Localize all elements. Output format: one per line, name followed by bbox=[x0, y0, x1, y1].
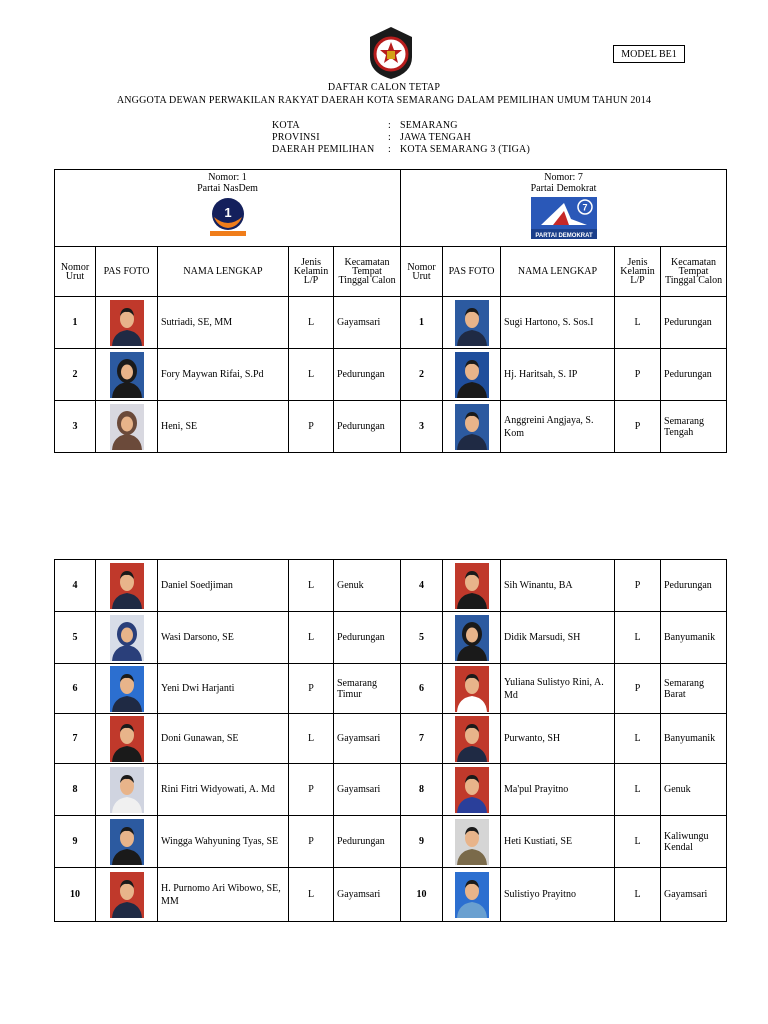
candidate-photo bbox=[96, 764, 158, 816]
kecamatan: Pedurungan bbox=[334, 612, 401, 664]
kecamatan: Semarang Barat bbox=[661, 664, 727, 714]
nomor-urut: 5 bbox=[55, 612, 96, 664]
svg-text:PARTAI DEMOKRAT: PARTAI DEMOKRAT bbox=[534, 233, 593, 239]
nomor-urut: 7 bbox=[55, 714, 96, 764]
table-row bbox=[55, 612, 727, 664]
candidate-name: Doni Gunawan, SE bbox=[158, 714, 289, 764]
candidate-photo-image bbox=[110, 300, 144, 346]
kecamatan: Pedurungan bbox=[334, 349, 401, 401]
candidate-name: Wingga Wahyuning Tyas, SE bbox=[158, 816, 289, 868]
document-subtitle: ANGGOTA DEWAN PERWAKILAN RAKYAT DAERAH KOTA SEMARANG DALAM PEMILIHAN UMUM TAHUN 2014 bbox=[116, 95, 652, 106]
jenis-kelamin: L bbox=[289, 612, 334, 664]
candidate-name: Sih Winantu, BA bbox=[501, 560, 615, 612]
jenis-kelamin: L bbox=[615, 868, 661, 922]
candidate-photo-image bbox=[455, 563, 489, 609]
jenis-kelamin: P bbox=[289, 764, 334, 816]
kecamatan: Gayamsari bbox=[334, 714, 401, 764]
kecamatan: Gayamsari bbox=[661, 868, 727, 922]
jenis-kelamin: L bbox=[615, 297, 661, 349]
candidate-name: H. Purnomo Ari Wibowo, SE, MM bbox=[158, 868, 289, 922]
party-nasdem-header: Nomor: 1 Partai NasDem 1 bbox=[55, 170, 401, 247]
candidate-photo-image bbox=[455, 615, 489, 661]
jenis-kelamin: L bbox=[289, 868, 334, 922]
candidate-name: Hj. Haritsah, S. IP bbox=[501, 349, 615, 401]
nomor-urut: 9 bbox=[55, 816, 96, 868]
candidate-photo-image bbox=[110, 716, 144, 762]
jenis-kelamin: L bbox=[289, 349, 334, 401]
candidate-photo bbox=[96, 664, 158, 714]
jenis-kelamin: L bbox=[615, 764, 661, 816]
candidate-name: Sulistiyo Prayitno bbox=[501, 868, 615, 922]
nomor-urut: 1 bbox=[401, 297, 443, 349]
svg-text:7: 7 bbox=[582, 202, 588, 213]
nomor-urut: 1 bbox=[55, 297, 96, 349]
jenis-kelamin: L bbox=[615, 714, 661, 764]
candidate-photo-image bbox=[110, 666, 144, 712]
candidate-photo-image bbox=[455, 352, 489, 398]
candidate-photo bbox=[443, 612, 501, 664]
kecamatan: Pedurungan bbox=[334, 816, 401, 868]
candidate-photo-image bbox=[455, 666, 489, 712]
candidate-table-1 bbox=[54, 169, 727, 453]
jenis-kelamin: P bbox=[615, 401, 661, 453]
kecamatan: Gayamsari bbox=[334, 297, 401, 349]
jenis-kelamin: P bbox=[289, 401, 334, 453]
candidate-photo bbox=[443, 297, 501, 349]
candidate-photo bbox=[443, 401, 501, 453]
nomor-urut: 3 bbox=[55, 401, 96, 453]
candidate-photo bbox=[96, 612, 158, 664]
jenis-kelamin: L bbox=[289, 560, 334, 612]
candidate-photo-image bbox=[110, 352, 144, 398]
candidate-name: Anggreini Angjaya, S. Kom bbox=[501, 401, 615, 453]
kecamatan: Semarang Tengah bbox=[661, 401, 727, 453]
candidate-photo-image bbox=[455, 404, 489, 450]
candidate-photo-image bbox=[455, 872, 489, 918]
jenis-kelamin: P bbox=[615, 664, 661, 714]
candidate-photo-image bbox=[110, 615, 144, 661]
demokrat-logo-icon bbox=[531, 197, 597, 239]
model-label: MODEL BE1 bbox=[613, 45, 685, 63]
nomor-urut: 4 bbox=[401, 560, 443, 612]
candidate-photo bbox=[443, 868, 501, 922]
nomor-urut: 7 bbox=[401, 714, 443, 764]
kecamatan: Gayamsari bbox=[334, 868, 401, 922]
table-row bbox=[55, 714, 727, 764]
candidate-photo bbox=[443, 560, 501, 612]
candidate-table-2 bbox=[54, 559, 727, 922]
candidate-name: Wasi Darsono, SE bbox=[158, 612, 289, 664]
candidate-photo bbox=[443, 714, 501, 764]
table-row bbox=[55, 349, 727, 401]
kecamatan: Pedurungan bbox=[661, 297, 727, 349]
nomor-urut: 2 bbox=[55, 349, 96, 401]
candidate-photo-image bbox=[110, 819, 144, 865]
nomor-urut: 9 bbox=[401, 816, 443, 868]
nomor-urut: 2 bbox=[401, 349, 443, 401]
candidate-name: Daniel Soedjiman bbox=[158, 560, 289, 612]
candidate-photo bbox=[443, 764, 501, 816]
nomor-urut: 5 bbox=[401, 612, 443, 664]
candidate-name: Sugi Hartono, S. Sos.I bbox=[501, 297, 615, 349]
candidate-photo-image bbox=[455, 300, 489, 346]
candidate-photo-image bbox=[110, 767, 144, 813]
table-row bbox=[55, 816, 727, 868]
jenis-kelamin: P bbox=[289, 664, 334, 714]
candidate-photo bbox=[96, 349, 158, 401]
candidate-photo-image bbox=[455, 767, 489, 813]
column-header-row: Nomor Urut PAS FOTO NAMA LENGKAP Jenis Kelamin L/P Kecamatan Tempat Tinggal Calon Nomor Urut PAS FOTO NAMA LENGKAP Jenis Kelamin L/P Kecamatan Tempat Tinggal Calon bbox=[55, 247, 727, 297]
candidate-photo bbox=[443, 816, 501, 868]
table-row bbox=[55, 560, 727, 612]
jenis-kelamin: L bbox=[615, 612, 661, 664]
jenis-kelamin: L bbox=[289, 297, 334, 349]
candidate-name: Yeni Dwi Harjanti bbox=[158, 664, 289, 714]
nomor-urut: 10 bbox=[401, 868, 443, 922]
kecamatan: Genuk bbox=[661, 764, 727, 816]
candidate-name: Sutriadi, SE, MM bbox=[158, 297, 289, 349]
candidate-name: Rini Fitri Widyowati, A. Md bbox=[158, 764, 289, 816]
nomor-urut: 4 bbox=[55, 560, 96, 612]
candidate-photo bbox=[443, 349, 501, 401]
nomor-urut: 3 bbox=[401, 401, 443, 453]
jenis-kelamin: P bbox=[289, 816, 334, 868]
candidate-name: Didik Marsudi, SH bbox=[501, 612, 615, 664]
candidate-name: Heti Kustiati, SE bbox=[501, 816, 615, 868]
table-row bbox=[55, 868, 727, 922]
jenis-kelamin: L bbox=[289, 714, 334, 764]
kpu-logo-icon bbox=[366, 25, 416, 81]
candidate-photo-image bbox=[110, 404, 144, 450]
candidate-photo bbox=[96, 297, 158, 349]
kecamatan: Gayamsari bbox=[334, 764, 401, 816]
nomor-urut: 6 bbox=[401, 664, 443, 714]
jenis-kelamin: P bbox=[615, 349, 661, 401]
candidate-photo bbox=[443, 664, 501, 714]
candidate-name: Heni, SE bbox=[158, 401, 289, 453]
candidate-photo-image bbox=[455, 819, 489, 865]
kecamatan: Pedurungan bbox=[661, 560, 727, 612]
kecamatan: Banyumanik bbox=[661, 714, 727, 764]
kecamatan: Kaliwungu Kendal bbox=[661, 816, 727, 868]
party-demokrat-header: Nomor: 7 Partai Demokrat 7 PARTAI DEMOKRAT bbox=[401, 170, 727, 247]
table-row bbox=[55, 297, 727, 349]
candidate-photo-image bbox=[110, 872, 144, 918]
candidate-photo-image bbox=[110, 563, 144, 609]
candidate-photo bbox=[96, 560, 158, 612]
candidate-name: Ma'pul Prayitno bbox=[501, 764, 615, 816]
document-title: DAFTAR CALON TETAP bbox=[327, 82, 441, 93]
candidate-name: Yuliana Sulistyo Rini, A. Md bbox=[501, 664, 615, 714]
nasdem-logo-icon bbox=[208, 197, 248, 237]
table-row bbox=[55, 664, 727, 714]
table-row bbox=[55, 764, 727, 816]
jenis-kelamin: P bbox=[615, 560, 661, 612]
kecamatan: Semarang Timur bbox=[334, 664, 401, 714]
candidate-photo bbox=[96, 401, 158, 453]
kecamatan: Pedurungan bbox=[334, 401, 401, 453]
svg-text:1: 1 bbox=[223, 205, 232, 220]
candidate-photo bbox=[96, 868, 158, 922]
candidate-name: Purwanto, SH bbox=[501, 714, 615, 764]
candidate-photo bbox=[96, 714, 158, 764]
kecamatan: Banyumanik bbox=[661, 612, 727, 664]
nomor-urut: 8 bbox=[401, 764, 443, 816]
table-row bbox=[55, 401, 727, 453]
candidate-name: Fory Maywan Rifai, S.Pd bbox=[158, 349, 289, 401]
jenis-kelamin: L bbox=[615, 816, 661, 868]
candidate-photo-image bbox=[455, 716, 489, 762]
nomor-urut: 6 bbox=[55, 664, 96, 714]
nomor-urut: 8 bbox=[55, 764, 96, 816]
kecamatan: Pedurungan bbox=[661, 349, 727, 401]
nomor-urut: 10 bbox=[55, 868, 96, 922]
candidate-photo bbox=[96, 816, 158, 868]
kecamatan: Genuk bbox=[334, 560, 401, 612]
